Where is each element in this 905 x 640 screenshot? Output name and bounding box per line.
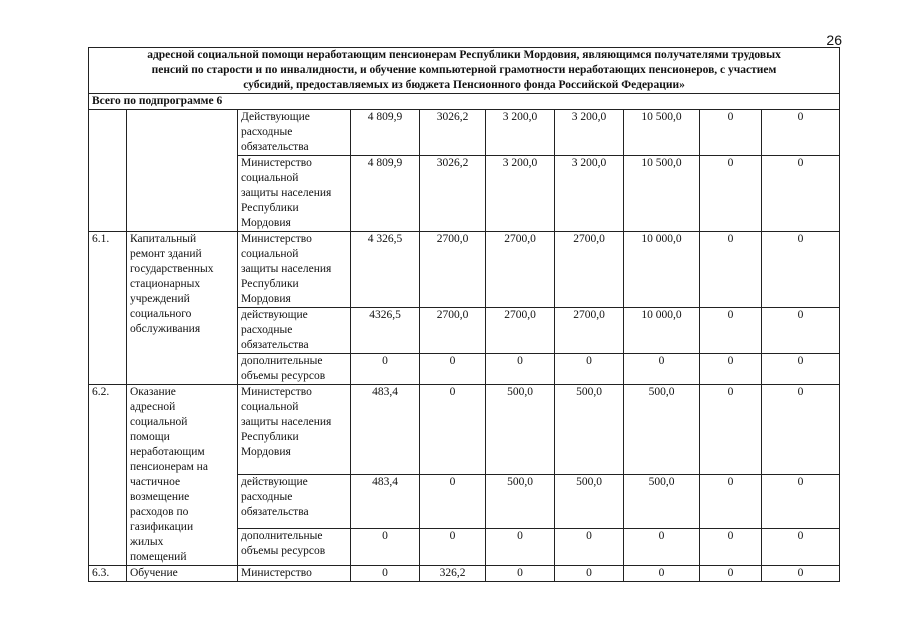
value-cell: 3026,2 xyxy=(420,156,486,232)
value-cell: 0 xyxy=(762,308,840,354)
item-title-line: помощи xyxy=(130,431,170,443)
value-cell: 0 xyxy=(762,529,840,566)
item-title-line: жилых xyxy=(130,536,164,548)
funding-source-line: действующие xyxy=(241,475,308,488)
value-cell: 483,4 xyxy=(351,385,420,475)
item-title-line: помещений xyxy=(130,551,187,563)
table-header-row xyxy=(89,48,840,94)
table-row xyxy=(89,566,840,582)
funding-source-line: Республики xyxy=(241,202,299,214)
item-title-line: адресной xyxy=(130,401,176,413)
item-title-line: социального xyxy=(130,308,192,320)
page-number: 26 xyxy=(826,32,842,48)
item-title-line: стационарных xyxy=(130,278,201,290)
value-cell: 0 xyxy=(700,529,762,566)
funding-source-line: защиты населения xyxy=(241,416,332,428)
table-row xyxy=(89,110,840,156)
value-cell: 10 500,0 xyxy=(624,110,700,156)
value-cell: 500,0 xyxy=(486,474,555,528)
table-title xyxy=(89,48,840,94)
funding-source-line: Республики xyxy=(241,278,299,290)
value-cell: 326,2 xyxy=(420,566,486,582)
value-cell: 0 xyxy=(700,385,762,475)
value-cell: 0 xyxy=(420,529,486,566)
value-cell: 3 200,0 xyxy=(486,110,555,156)
funding-source-line: расходные xyxy=(241,490,293,503)
funding-source-line: защиты населения xyxy=(241,263,332,275)
funding-source-line: объемы ресурсов xyxy=(241,545,326,558)
value-cell: 2700,0 xyxy=(555,232,624,308)
value-cell: 2700,0 xyxy=(555,308,624,354)
value-cell: 0 xyxy=(762,156,840,232)
value-cell: 10 000,0 xyxy=(624,232,700,308)
value-cell: 3 200,0 xyxy=(555,110,624,156)
funding-source xyxy=(238,232,351,308)
value-cell: 0 xyxy=(420,474,486,528)
value-cell: 0 xyxy=(700,308,762,354)
value-cell: 0 xyxy=(486,354,555,385)
funding-source-line: Мордовия xyxy=(241,446,291,458)
value-cell: 0 xyxy=(624,354,700,385)
value-cell: 4 809,9 xyxy=(351,110,420,156)
value-cell: 0 xyxy=(486,566,555,582)
table-row xyxy=(89,232,840,308)
value-cell: 483,4 xyxy=(351,474,420,528)
value-cell: 500,0 xyxy=(624,385,700,475)
value-cell: 0 xyxy=(555,566,624,582)
funding-source-line: Республики xyxy=(241,431,299,443)
item-title-line: неработающим xyxy=(130,446,205,458)
funding-source-line: дополнительные xyxy=(241,355,323,367)
value-cell: 4 326,5 xyxy=(351,232,420,308)
funding-source xyxy=(238,110,351,156)
value-cell: 2700,0 xyxy=(486,232,555,308)
item-number: 6.3. xyxy=(89,566,127,582)
value-cell: 0 xyxy=(700,354,762,385)
funding-source-line: обязательства xyxy=(241,339,309,351)
funding-source-line: действующие xyxy=(241,309,308,321)
item-number xyxy=(89,110,127,232)
funding-source xyxy=(238,529,351,566)
funding-source-line: защиты населения xyxy=(241,187,332,199)
value-cell: 0 xyxy=(762,232,840,308)
funding-source-line: Мордовия xyxy=(241,217,291,229)
funding-source-line: объемы ресурсов xyxy=(241,370,326,382)
value-cell: 0 xyxy=(555,529,624,566)
value-cell: 0 xyxy=(624,529,700,566)
total-row xyxy=(89,94,840,110)
value-cell: 4 809,9 xyxy=(351,156,420,232)
value-cell: 500,0 xyxy=(555,385,624,475)
item-title-line: обслуживания xyxy=(130,323,201,335)
value-cell: 0 xyxy=(762,566,840,582)
item-title-line: Оказание xyxy=(130,386,176,398)
funding-source-line: расходные xyxy=(241,324,293,336)
value-cell: 3026,2 xyxy=(420,110,486,156)
value-cell: 0 xyxy=(762,474,840,528)
value-cell: 0 xyxy=(420,385,486,475)
value-cell: 500,0 xyxy=(555,474,624,528)
item-number: 6.2. xyxy=(89,385,127,566)
item-title-line: газификации xyxy=(130,521,194,533)
value-cell: 2700,0 xyxy=(420,308,486,354)
value-cell: 2700,0 xyxy=(486,308,555,354)
funding-source-line: социальной xyxy=(241,248,299,260)
value-cell: 0 xyxy=(351,529,420,566)
value-cell: 2700,0 xyxy=(420,232,486,308)
value-cell: 10 000,0 xyxy=(624,308,700,354)
item-title-line: пенсионерам на xyxy=(130,461,208,473)
funding-source-line: Мордовия xyxy=(241,293,291,305)
funding-source-line: Действующие xyxy=(241,111,310,123)
value-cell: 500,0 xyxy=(624,474,700,528)
value-cell: 0 xyxy=(486,529,555,566)
item-title-line: социальной xyxy=(130,416,188,428)
value-cell: 500,0 xyxy=(486,385,555,475)
item-title-line: Обучение xyxy=(130,567,178,579)
item-title-line: расходов по xyxy=(130,506,189,518)
program-table xyxy=(88,47,840,582)
funding-source-line: социальной xyxy=(241,172,299,184)
funding-source xyxy=(238,156,351,232)
item-title-line: возмещение xyxy=(130,491,190,503)
item-title xyxy=(127,110,238,232)
funding-source xyxy=(238,474,351,528)
item-title xyxy=(127,566,238,582)
table-title-line-1: адресной социальной помощи неработающим пенсионерам Республики Мордовия, являющимся получателями трудовых xyxy=(147,49,781,61)
funding-source xyxy=(238,354,351,385)
total-label: Всего по подпрограмме 6 xyxy=(89,94,840,110)
value-cell: 0 xyxy=(762,385,840,475)
funding-source-line: Министерство xyxy=(241,233,312,245)
value-cell: 0 xyxy=(624,566,700,582)
funding-source xyxy=(238,385,351,475)
value-cell: 0 xyxy=(700,474,762,528)
item-number: 6.1. xyxy=(89,232,127,385)
value-cell: 0 xyxy=(700,156,762,232)
funding-source xyxy=(238,308,351,354)
value-cell: 0 xyxy=(762,354,840,385)
value-cell: 0 xyxy=(700,110,762,156)
item-title-line: учреждений xyxy=(130,293,190,305)
funding-source xyxy=(238,566,351,582)
funding-source-line: социальной xyxy=(241,401,299,413)
value-cell: 0 xyxy=(420,354,486,385)
funding-source-line: Министерство xyxy=(241,567,312,579)
value-cell: 10 500,0 xyxy=(624,156,700,232)
item-title xyxy=(127,385,238,566)
value-cell: 0 xyxy=(700,566,762,582)
funding-source-line: Министерство xyxy=(241,386,312,398)
table-title-line-2: пенсий по старости и по инвалидности, и обучение компьютерной грамотности неработающих пенсионеров, с участием xyxy=(151,64,777,76)
table-title-line-3: субсидий, предоставляемых из бюджета Пенсионного фонда Российской Федерации» xyxy=(243,79,685,91)
value-cell: 4326,5 xyxy=(351,308,420,354)
value-cell: 0 xyxy=(555,354,624,385)
funding-source-line: дополнительные xyxy=(241,530,323,543)
value-cell: 0 xyxy=(762,110,840,156)
value-cell: 3 200,0 xyxy=(555,156,624,232)
funding-source-line: обязательства xyxy=(241,505,309,518)
table-row xyxy=(89,385,840,475)
value-cell: 3 200,0 xyxy=(486,156,555,232)
item-title-line: государственных xyxy=(130,263,214,275)
item-title-line: частичное xyxy=(130,476,181,488)
value-cell: 0 xyxy=(700,232,762,308)
funding-source-line: расходные xyxy=(241,126,293,138)
funding-source-line: Министерство xyxy=(241,157,312,169)
funding-source-line: обязательства xyxy=(241,141,309,153)
item-title-line: Капитальный xyxy=(130,233,197,245)
item-title-line: ремонт зданий xyxy=(130,248,202,260)
item-title xyxy=(127,232,238,385)
value-cell: 0 xyxy=(351,566,420,582)
value-cell: 0 xyxy=(351,354,420,385)
